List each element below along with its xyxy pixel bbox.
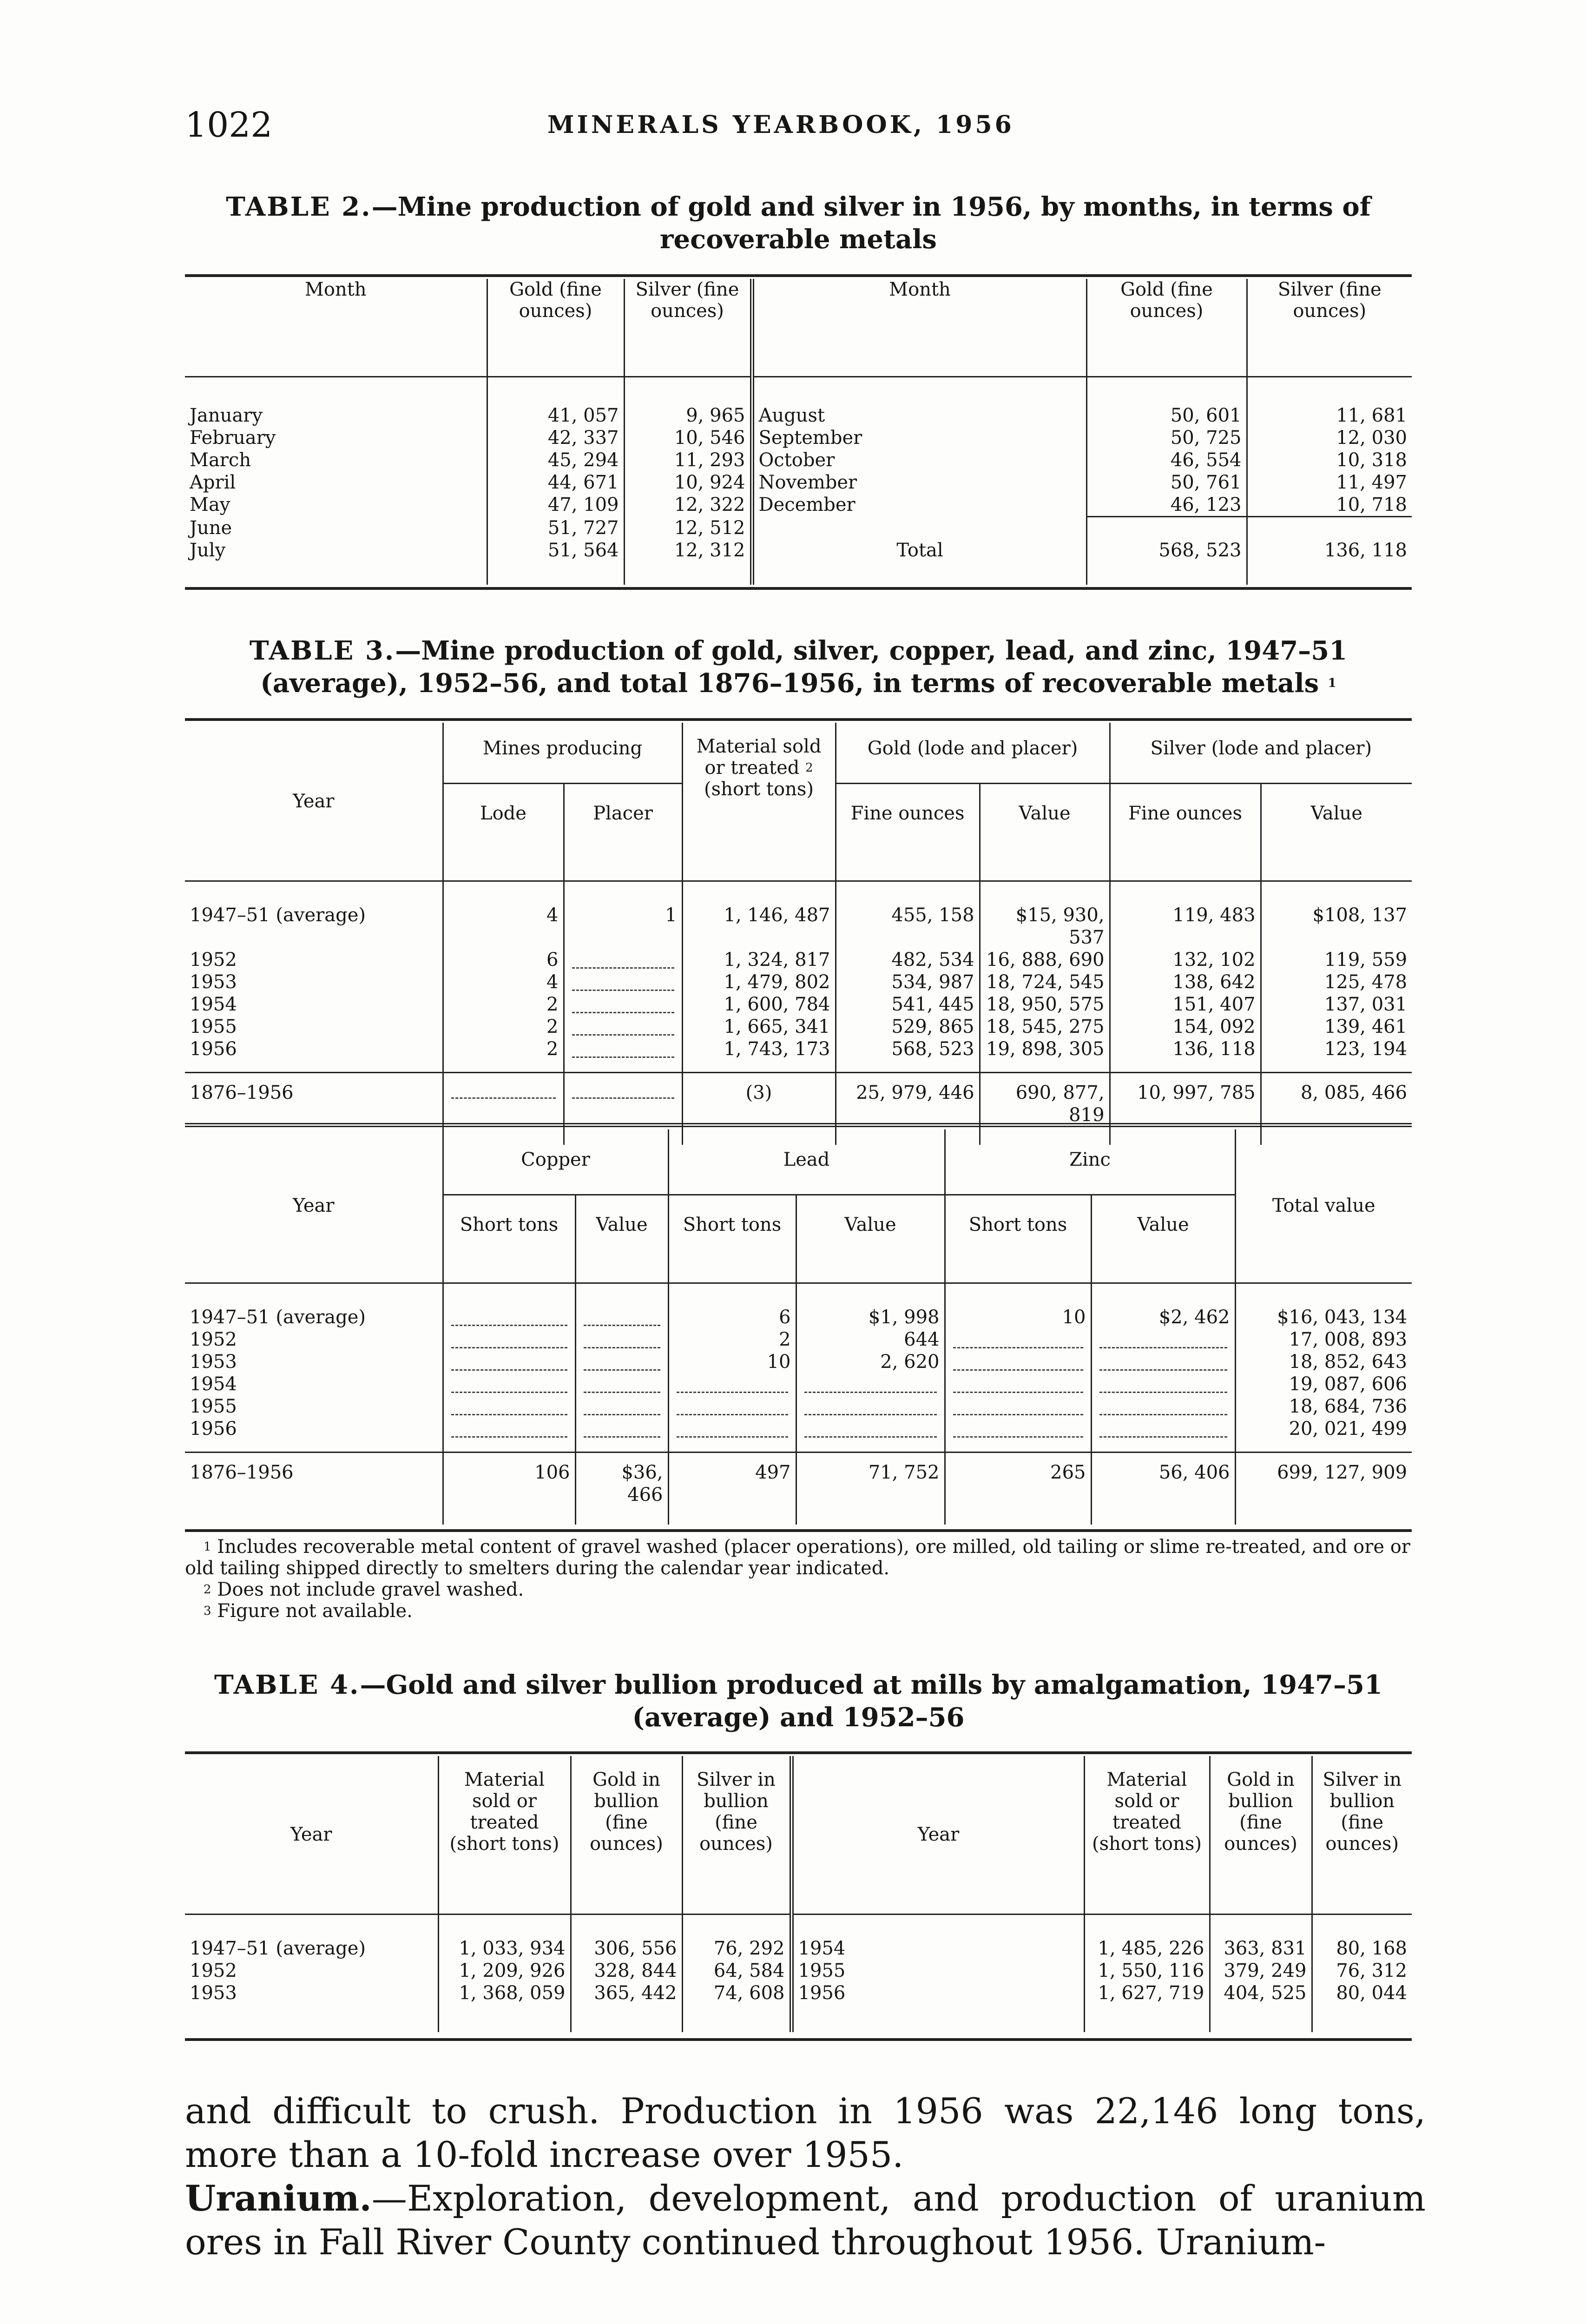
table4-col-material: Material sold or treated (short tons) [438, 1756, 571, 1914]
table4-year: 1953 [190, 1982, 237, 2004]
table3-b-total-zinc-v: 56, 406 [1091, 1452, 1235, 1506]
table3-gold-oz: 482, 534 [836, 949, 980, 971]
table3-col-total: Total value [1235, 1129, 1412, 1283]
table3-silver-oz: 136, 118 [1110, 1038, 1261, 1060]
table3-zinc-t: 10 [945, 1306, 1091, 1328]
table2-gold: 51, 727 [487, 517, 624, 539]
table-row [185, 1960, 1412, 1982]
table2-gold: 42, 337 [487, 427, 624, 449]
table3-top-rule [185, 718, 1412, 721]
table4-col-gold: Gold in bullion (fine ounces) [571, 1756, 682, 1914]
table3-silver-val: 139, 461 [1261, 1016, 1412, 1038]
table-row [185, 427, 1412, 449]
table3-b-year: 1952 [190, 1329, 237, 1350]
footnote-mark: 1 [204, 1540, 211, 1554]
table4-material: 1, 485, 226 [1084, 1937, 1210, 1960]
table-row [185, 494, 1412, 517]
table4-material: 1, 033, 934 [438, 1937, 571, 1960]
table-row [185, 1038, 1412, 1060]
table4-silver: 80, 044 [1312, 1982, 1412, 2004]
table3-lode: 4 [443, 971, 564, 993]
table2-silver: 11, 293 [624, 449, 752, 471]
table3-silver-val: 137, 031 [1261, 993, 1412, 1016]
table3-b-total-year: 1876–1956 [190, 1461, 294, 1483]
table3-material: 1, 600, 784 [682, 993, 836, 1016]
table3-col-material-note: 2 [805, 761, 813, 775]
table3-lode: 2 [443, 1016, 564, 1038]
body-text [185, 2089, 1426, 2264]
table2-month: December [752, 494, 1086, 517]
table4-label: TABLE 4. [214, 1670, 360, 1700]
table3-material: 1, 665, 341 [682, 1016, 836, 1038]
table4-col-silver: Silver in bullion (fine ounces) [682, 1756, 791, 1914]
table4-silver: 76, 312 [1312, 1960, 1412, 1982]
table3-footnotes [185, 1536, 1421, 1622]
table3-lode: 2 [443, 1038, 564, 1060]
table3-lode: 6 [443, 949, 564, 971]
table3-title-line1: —Mine production of gold, silver, copper, lead, and zinc, 1947–51 [395, 635, 1348, 666]
table3-b-year: 1954 [190, 1373, 237, 1395]
table4-col-silver-2: Silver in bullion (fine ounces) [1312, 1756, 1412, 1914]
table3-col-material [682, 723, 836, 881]
table4-col-material-2: Material sold or treated (short tons) [1084, 1756, 1210, 1914]
table3-year: 1947–51 (average) [190, 905, 366, 926]
table4-col-year-2: Year [791, 1756, 1084, 1914]
table3-col-zinc-tons: Short tons [945, 1195, 1091, 1283]
table3-bottom [185, 1129, 1412, 1525]
table-row [185, 1328, 1412, 1351]
table2-col-month: Month [304, 279, 367, 300]
table2-gold: 46, 123 [1086, 494, 1247, 517]
table3-col-lode: Lode [443, 783, 564, 881]
table2-total-label: Total [896, 539, 943, 561]
table3-col-mines: Mines producing [443, 723, 682, 783]
table3-gold-val: 18, 545, 275 [980, 1016, 1110, 1038]
table-row [185, 1373, 1412, 1395]
table2-gold: 47, 109 [487, 494, 624, 517]
table-row [185, 1016, 1412, 1038]
table3-year: 1953 [190, 971, 237, 993]
table2-total-gold: 568, 523 [1086, 539, 1247, 561]
table2-gold: 44, 671 [487, 471, 624, 494]
table2-silver: 11, 497 [1247, 471, 1412, 494]
table3-lead-v: $1, 998 [796, 1306, 945, 1328]
table3-b-total-lead-t: 497 [668, 1452, 796, 1506]
table3-total-value: 19, 087, 606 [1235, 1373, 1412, 1395]
table3-label: TABLE 3. [249, 635, 395, 666]
table-row [185, 1937, 1412, 1960]
table4-col-gold-2: Gold in bullion (fine ounces) [1210, 1756, 1312, 1914]
table3-total-silver-oz: 10, 997, 785 [1110, 1072, 1261, 1126]
table4-year: 1947–51 (average) [190, 1938, 366, 1959]
table3-gold-val: 18, 724, 545 [980, 971, 1110, 993]
table-row [185, 1982, 1412, 2004]
table4-material: 1, 368, 059 [438, 1982, 571, 2004]
table2-silver: 11, 681 [1247, 404, 1412, 427]
table2-label: TABLE 2. [226, 191, 372, 222]
table3-b-year: 1953 [190, 1351, 237, 1373]
table3-b-total-lead-v: 71, 752 [796, 1452, 945, 1506]
table-row [185, 1418, 1412, 1440]
table-row [185, 949, 1412, 971]
table3-lead-t: 10 [668, 1351, 796, 1373]
table3-total-value: 17, 008, 893 [1235, 1328, 1412, 1351]
table3-col-copper-value: Value [575, 1195, 668, 1283]
table4-silver: 76, 292 [682, 1937, 791, 1960]
table3-total-gold-val: 690, 877, 819 [980, 1072, 1110, 1126]
footnote-text: Figure not available. [217, 1600, 413, 1622]
table3-col-zinc-value: Value [1091, 1195, 1235, 1283]
table-row [185, 1452, 1412, 1506]
table3-material: 1, 324, 817 [682, 949, 836, 971]
table2-title [185, 191, 1412, 256]
table2-month: February [190, 427, 276, 449]
table2-month: May [190, 494, 230, 515]
table4-silver: 74, 608 [682, 1982, 791, 2004]
table-row [185, 404, 1412, 427]
table3-col-zinc: Zinc [945, 1129, 1235, 1195]
table2-title-line1: —Mine production of gold and silver in 1956, by months, in terms of [371, 191, 1371, 222]
table4 [185, 1756, 1412, 2032]
table3-gold-val: 16, 888, 690 [980, 949, 1110, 971]
table3-gold-oz: 455, 158 [836, 904, 980, 949]
table4-title-line1: —Gold and silver bullion produced at mills by amalgamation, 1947–51 [360, 1670, 1382, 1700]
table2-month: July [190, 539, 226, 561]
table3-b-year: 1955 [190, 1396, 237, 1417]
table3-lead-v: 644 [796, 1328, 945, 1351]
table2-silver: 10, 318 [1247, 449, 1412, 471]
table3-zinc-v: $2, 462 [1091, 1306, 1235, 1328]
table3-b-year: 1947–51 (average) [190, 1307, 366, 1328]
table4-silver: 80, 168 [1312, 1937, 1412, 1960]
table2-col-month-2: Month [752, 279, 1086, 376]
table4-material: 1, 209, 926 [438, 1960, 571, 1982]
table2-silver: 10, 924 [624, 471, 752, 494]
table-row [185, 539, 1412, 561]
table2-month: March [190, 449, 251, 471]
table3-gold-oz: 529, 865 [836, 1016, 980, 1038]
table3-col-gold: Gold (lode and placer) [836, 723, 1110, 783]
table2-month: October [752, 449, 1086, 471]
table-row [185, 517, 1412, 539]
table3-b-total-total: 699, 127, 909 [1235, 1452, 1412, 1506]
table3-year: 1955 [190, 1016, 237, 1037]
table4-gold: 328, 844 [571, 1960, 682, 1982]
table3-gold-val: 18, 950, 575 [980, 993, 1110, 1016]
table3-silver-val: 125, 478 [1261, 971, 1412, 993]
table3-b-total-copper-t: 106 [443, 1452, 575, 1506]
table3-silver-val: 119, 559 [1261, 949, 1412, 971]
table2-month: January [190, 405, 263, 426]
table2-silver: 12, 322 [624, 494, 752, 517]
table3-col-lead: Lead [668, 1129, 945, 1195]
table3-col-lead-tons: Short tons [668, 1195, 796, 1283]
body-paragraph-2: —Exploration, development, and production of uranium ores in Fall River County continued throughout 1956. Uranium- [185, 2178, 1426, 2263]
table3-gold-val: $15, 930, 537 [980, 904, 1110, 949]
table2-gold: 50, 761 [1086, 471, 1247, 494]
table3-col-gold-fine: Fine ounces [836, 783, 980, 881]
table-row [185, 971, 1412, 993]
table3-mid-rule [185, 1123, 1412, 1127]
page-header [185, 105, 1430, 145]
table3-top [185, 723, 1412, 1145]
table2-col-silver: Silver (fine ounces) [624, 279, 752, 376]
table2-silver: 10, 718 [1247, 494, 1412, 517]
table-row [185, 1306, 1412, 1328]
table3-col-silver-value: Value [1261, 783, 1412, 881]
table3-material: 1, 479, 802 [682, 971, 836, 993]
table2-silver: 12, 030 [1247, 427, 1412, 449]
table4-year: 1956 [791, 1982, 1084, 2004]
table3-col-year: Year [185, 723, 443, 881]
table3-lode: 2 [443, 993, 564, 1016]
table2-month: April [190, 472, 236, 493]
table3-col-copper: Copper [443, 1129, 668, 1195]
table3-col-gold-value: Value [980, 783, 1110, 881]
table3-silver-oz: 132, 102 [1110, 949, 1261, 971]
table3-material: 1, 146, 487 [682, 904, 836, 949]
table3-silver-val: 123, 194 [1261, 1038, 1412, 1060]
table3-silver-oz: 154, 092 [1110, 1016, 1261, 1038]
footnote-mark: 3 [204, 1604, 211, 1618]
footnote-mark: 2 [204, 1583, 211, 1597]
table3-b-year: 1956 [190, 1418, 237, 1439]
table2-gold: 41, 057 [487, 404, 624, 427]
table-row [185, 904, 1412, 949]
table3-total-value: 18, 852, 643 [1235, 1351, 1412, 1373]
table2-total-silver: 136, 118 [1247, 539, 1412, 561]
table3-total-material: (3) [682, 1072, 836, 1126]
table3-lead-v: 2, 620 [796, 1351, 945, 1373]
table2-bottom-rule [185, 587, 1412, 590]
table-row [185, 471, 1412, 494]
table4-year: 1955 [791, 1960, 1084, 1982]
table-row [185, 1351, 1412, 1373]
table4-gold: 379, 249 [1210, 1960, 1312, 1982]
table2-gold: 50, 601 [1086, 404, 1247, 427]
table3-col-copper-tons: Short tons [443, 1195, 575, 1283]
table2-col-gold: Gold (fine ounces) [487, 279, 624, 376]
table4-top-rule [185, 1751, 1412, 1754]
running-title: MINERALS YEARBOOK, 1956 [547, 111, 1014, 139]
table3-title-line2: (average), 1952–56, and total 1876–1956, in terms of recoverable metals [260, 668, 1319, 699]
table3-placer: 1 [564, 904, 682, 949]
table3-year: 1954 [190, 994, 237, 1015]
table-row [185, 1072, 1412, 1126]
table3-total-silver-val: 8, 085, 466 [1261, 1072, 1412, 1126]
table2-gold: 46, 554 [1086, 449, 1247, 471]
table3-col-material-label: Material sold or treated [696, 736, 822, 779]
table3-total-value: 18, 684, 736 [1235, 1395, 1412, 1418]
table2-top-rule [185, 274, 1412, 277]
footnote-text: Includes recoverable metal content of gravel washed (placer operations), ore milled, old tailing or slime re-treated, and ore or old tailing shipped directly to smelters during the calendar year indicated. [185, 1536, 1410, 1579]
table3-col-material-unit: (short tons) [704, 779, 814, 800]
table3-b-total-copper-v: $36, 466 [575, 1452, 668, 1506]
table3-title [185, 634, 1412, 700]
table4-year: 1954 [791, 1937, 1084, 1960]
table2-gold: 50, 725 [1086, 427, 1247, 449]
table3-year: 1956 [190, 1038, 237, 1060]
table3-year: 1952 [190, 949, 237, 971]
table3-total-value: $16, 043, 134 [1235, 1306, 1412, 1328]
table2-month: August [752, 404, 1086, 427]
table3-silver-val: $108, 137 [1261, 904, 1412, 949]
table2-silver: 12, 312 [624, 539, 752, 561]
table2-title-line2: recoverable metals [660, 224, 937, 255]
page-number: 1022 [185, 105, 273, 145]
table4-title [185, 1669, 1412, 1734]
table2-month: November [752, 471, 1086, 494]
table3-gold-val: 19, 898, 305 [980, 1038, 1110, 1060]
table4-bottom-rule [185, 2038, 1412, 2041]
table4-gold: 363, 831 [1210, 1937, 1312, 1960]
table3-gold-oz: 541, 445 [836, 993, 980, 1016]
table2-silver: 9, 965 [624, 404, 752, 427]
table3-bottom-rule [185, 1529, 1412, 1532]
table4-silver: 64, 584 [682, 1960, 791, 1982]
table3-total-value: 20, 021, 499 [1235, 1418, 1412, 1440]
table4-gold: 306, 556 [571, 1937, 682, 1960]
table3-bottom-col-year: Year [185, 1129, 443, 1283]
table3-col-silver: Silver (lode and placer) [1110, 723, 1412, 783]
table3-lead-t: 6 [668, 1306, 796, 1328]
table3-title-note: 1 [1328, 676, 1336, 690]
table3-silver-oz: 138, 642 [1110, 971, 1261, 993]
table4-col-year: Year [185, 1756, 438, 1914]
table3-col-silver-fine: Fine ounces [1110, 783, 1261, 881]
table4-gold: 365, 442 [571, 1982, 682, 2004]
table3-silver-oz: 119, 483 [1110, 904, 1261, 949]
table2 [185, 279, 1412, 585]
table3-total-year: 1876–1956 [190, 1082, 294, 1103]
table4-title-line2: (average) and 1952–56 [632, 1702, 965, 1733]
table-row [185, 449, 1412, 471]
table2-col-gold-2: Gold (fine ounces) [1086, 279, 1247, 376]
table4-material: 1, 550, 116 [1084, 1960, 1210, 1982]
table3-col-placer: Placer [564, 783, 682, 881]
table3-material: 1, 743, 173 [682, 1038, 836, 1060]
table3-silver-oz: 151, 407 [1110, 993, 1261, 1016]
table2-silver: 10, 546 [624, 427, 752, 449]
table-row [185, 993, 1412, 1016]
uranium-heading: Uranium. [185, 2178, 372, 2219]
table2-gold: 51, 564 [487, 539, 624, 561]
table2-silver: 12, 512 [624, 517, 752, 539]
table3-total-gold-oz: 25, 979, 446 [836, 1072, 980, 1126]
table2-month: September [752, 427, 1086, 449]
body-paragraph-1: and difficult to crush. Production in 1956 was 22,146 long tons, more than a 10-fold increase over 1955. [185, 2090, 1426, 2175]
table3-lead-t: 2 [668, 1328, 796, 1351]
table3-gold-oz: 568, 523 [836, 1038, 980, 1060]
table3-b-total-zinc-t: 265 [945, 1452, 1091, 1506]
table-row [185, 1395, 1412, 1418]
table4-gold: 404, 525 [1210, 1982, 1312, 2004]
table2-month: June [190, 517, 232, 539]
table4-year: 1952 [190, 1960, 237, 1981]
table2-gold: 45, 294 [487, 449, 624, 471]
footnote-text: Does not include gravel washed. [217, 1579, 524, 1600]
table3-col-lead-value: Value [796, 1195, 945, 1283]
table2-col-silver-2: Silver (fine ounces) [1247, 279, 1412, 376]
table3-gold-oz: 534, 987 [836, 971, 980, 993]
table4-material: 1, 627, 719 [1084, 1982, 1210, 2004]
table3-lode: 4 [443, 904, 564, 949]
